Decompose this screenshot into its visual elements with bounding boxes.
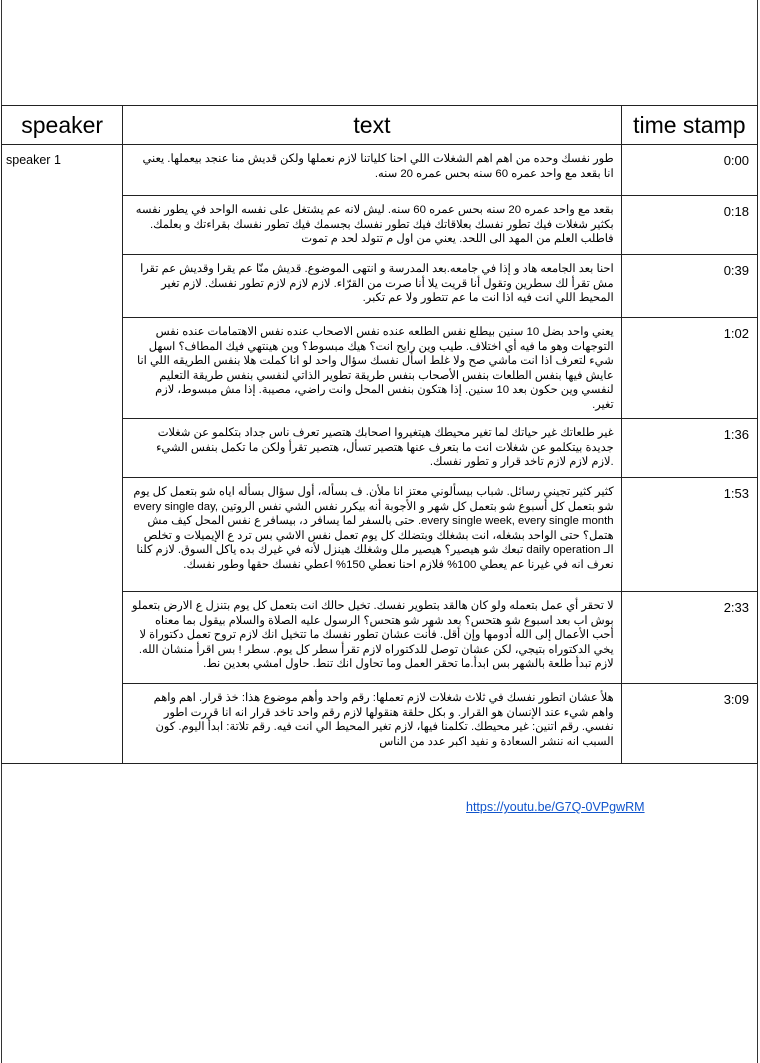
header-text: text (123, 106, 621, 145)
header-speaker: speaker (2, 106, 123, 145)
text-cell: غير طلعاتك غير حياتك لما تغير محيطك هيتغيروا اصحابك هتصير تعرف ناس جداد بتكلمو عن شغلات جديدة بيتكلمو عن شغلات انت ما بتعرف عنها هتصير تسأل، هتصير تقرأ ولكن ما تكمل بنفس الشيء .لازم لازم لازم تاخد قرار و تطور نفسك. (123, 419, 621, 478)
text-cell: هلأ عشان اتطور نفسك في ثلاث شغلات لازم تعملها: رقم واحد وأهم موضوع هذا: خذ قرار. اهم واهم واهم شيء عند الإنسان هو القرار. و بكل حلقة هنقولها لازم رقم واحد تاخد قرار انه انا قررت اطور نفسي. رقم اتنين: غير محيطك. تكلمنا فيها، لازم تغير المحيط الي انت فيه. رقم تلاتة: ابدأ اليوم. كون السبب انه ننشر السعادة و نفيد اكبر عدد من الناس (123, 684, 621, 764)
time-stamp-cell: 0:18 (621, 196, 757, 255)
time-stamp-cell: 0:39 (621, 255, 757, 318)
transcript-table (1, 105, 758, 764)
text-cell: طور نفسك وحده من اهم اهم الشغلات اللي احنا كلياتنا لازم نعملها ولكن قديش منا عنجد بيعملها. يعني انا بقعد مع واحد عمره 60 سنه بحس عمره 20 سنه. (123, 145, 621, 196)
time-stamp-cell: 1:02 (621, 318, 757, 419)
table-row (2, 145, 758, 196)
time-stamp-cell: 3:09 (621, 684, 757, 764)
text-cell: لا تحقر أي عمل بتعمله ولو كان هالقد بتطوير نفسك. تخيل حالك انت بتعمل كل يوم بتنزل ع الارض بتعملو بوش اب بعد اسبوع شو هتحس؟ بعد شهر شو هتحس؟ الرسول عليه الصلاة والسلام بيقول بما معناه أحب الأعمال إلى الله أدومها وإن أقل. فأنت عشان تطور نفسك ما تتخيل انك لازم تروح تعمل دكتوراة لا يخي الدكتوراه بتيجي، لكن عشان توصل للدكتوراه لازم تقرأ سطر كل يوم. سطر ! بس اقرأ منشان الله. لازم تبدأ طلعة بالشهر بس ابدأ.ما تحقر العمل وما تحاول انك تنط. حاول امشي بعدين نط. (123, 592, 621, 684)
time-stamp-cell: 0:00 (621, 145, 757, 196)
text-cell: احنا بعد الجامعه هاد و إذا في جامعه.بعد المدرسة و انتهى الموضوع. قديش منّا عم يقرا وقديش عم تقرا مش تقرأ لك سطرين وتقول أنا قريت يلا أنا صرت من القرّاء. لازم لازم لازم تطور نفسك. لازم تغير المحيط اللي انت فيه اذا انت ما عم تتطور ولا عم تكبر. (123, 255, 621, 318)
header-time-stamp: time stamp (621, 106, 757, 145)
time-stamp-cell: 1:36 (621, 419, 757, 478)
text-cell: يعني واحد بضل 10 سنين بيطلع نفس الطلعه عنده نفس الاصحاب عنده نفس الاهتمامات عنده نفس التوجهات وهو ما فيه أي اختلاف. طيب وين رايح انت؟ هيك مبسوط؟ وين هينتهي فيك المطاف؟ اسهل شيء لتعرف اذا انت ماشي صح ولا غلط اسأل نفسك سؤال واحد لو انا كملت هلا بنفس الطريقه اللي انا عايش فيها بنفس الطلعات بنفس الأصحاب بنفس طريقة تطوير الذاتي لنفسي بنفس طريقة التعليم لنفسي وين حكون بعد 10 سنين. إذا هتكون بنفس المحل وانت راضي، مصيبة. إذا مش مبسوط، لازم تغير. (123, 318, 621, 419)
speaker-cell: speaker 1 (2, 145, 123, 764)
table-header-row (2, 106, 758, 145)
time-stamp-cell: 2:33 (621, 592, 757, 684)
youtube-link[interactable]: https://youtu.be/G7Q-0VPgwRM (466, 800, 645, 814)
text-cell: كثير كثير تجيني رسائل. شباب بيسألوني معتز انا ملأن. ف بسأله، أول سؤال بسأله اياه شو بتعمل كل يوم شو بتعمل كل أسبوع شو بتعمل كل شهر و الأجوبة أنه بيكرر نفس الشي نفس الروتين every single day, every single week, every single month. حتى بالسفر لما يسافر د، بيسافر ع نفس المحل كيف مش هتمل؟ حتى الواحد بشغله، انت بشغلك وبتضلك كل يوم تعمل نفس الاشي بس ترد ع الإيميلات و تخلص الـ daily operation تبعك شو هيصير؟ هيصير ملل وشغلك هينزل لأنه في غيرك بده ياكل السوق. لازم كلنا نعرف انه في غيرنا عم يعطي 100% فلازم احنا نعطي 150% اعطي نفسك حقها وطور نفسك. (123, 478, 621, 592)
time-stamp-cell: 1:53 (621, 478, 757, 592)
text-cell: بقعد مع واحد عمره 20 سنه بحس عمره 60 سنه. ليش لانه عم يشتغل على نفسه الواحد في يطور نفسه بكثير شغلات فيك تطور نفسك بعلاقاتك فيك تطور نفسك بجسمك فيك تطور نفسك بقراءتك و بعلمك. فاطلب العلم من المهد الى اللحد. يعني من اول م تتولد لحد م تموت (123, 196, 621, 255)
